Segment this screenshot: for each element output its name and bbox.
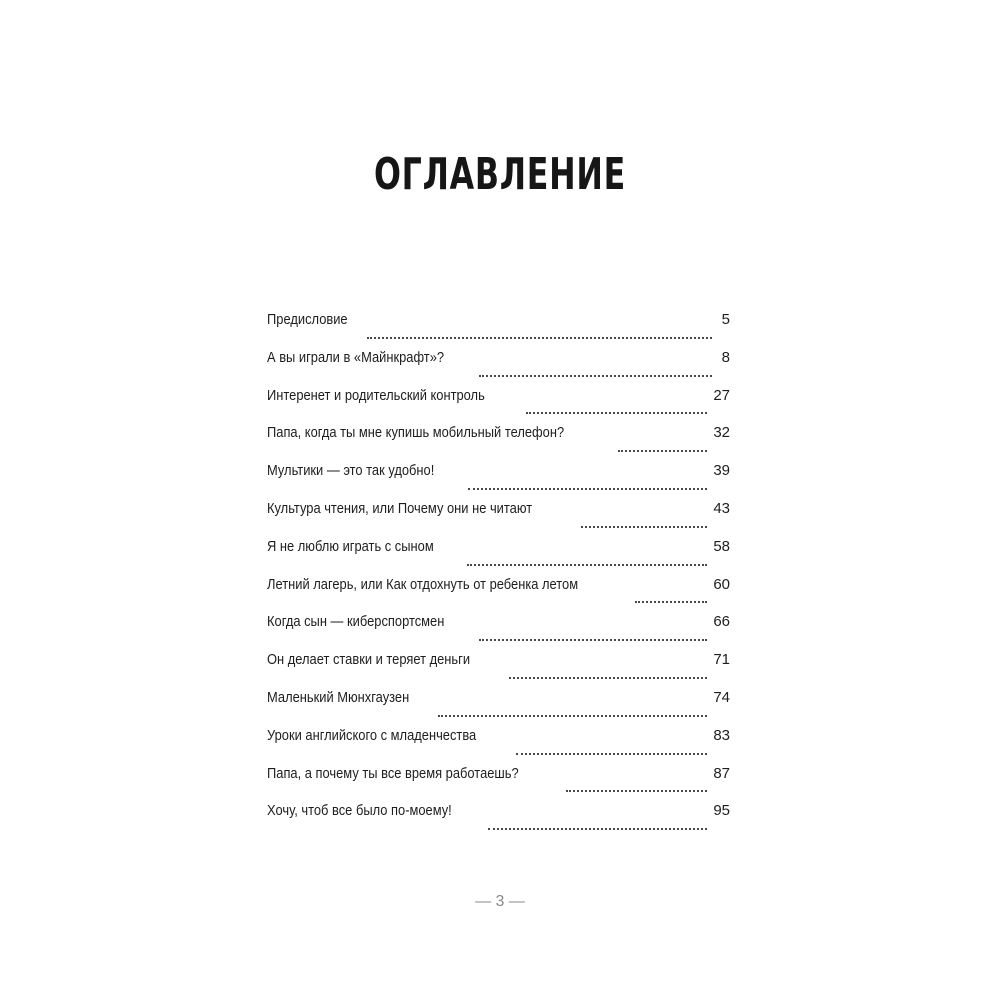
toc-entry-page: 27: [713, 386, 730, 404]
toc-entry-page: 60: [713, 575, 730, 593]
toc-entry: [267, 727, 730, 765]
dot-leader: [618, 450, 707, 452]
toc-entry-page: 39: [713, 462, 730, 480]
page-title: ОГЛАВЛЕНИЕ: [374, 149, 626, 201]
toc-entry: [267, 424, 730, 462]
toc-entry-page: 83: [713, 726, 730, 744]
toc-entry-title: Мультики — это так удобно!: [267, 462, 435, 480]
dot-leader: [438, 715, 707, 717]
toc-entry: [267, 576, 730, 614]
toc-entry-title: Папа, а почему ты все время работаешь?: [267, 764, 519, 782]
toc-entry-title: Когда сын — киберспортсмен: [267, 613, 445, 631]
page-number: — 3 —: [475, 893, 525, 910]
dot-leader: [526, 412, 707, 414]
toc-entry-page: 66: [713, 613, 730, 631]
toc-entry-title: Я не люблю играть с сыном: [267, 537, 434, 555]
toc-entry-title: Культура чтения, или Почему они не читают: [267, 499, 533, 517]
toc-entry-page: 43: [713, 499, 730, 517]
toc-entry-page: 87: [713, 764, 730, 782]
dot-leader: [367, 337, 712, 339]
toc-entry: [267, 462, 730, 500]
table-of-contents: [267, 311, 730, 840]
dot-leader: [467, 564, 707, 566]
toc-entry-title: Папа, когда ты мне купишь мобильный телефон?: [267, 424, 565, 442]
dot-leader: [635, 601, 708, 603]
toc-entry: [267, 387, 730, 425]
toc-entry-page: 95: [713, 802, 730, 820]
toc-entry-page: 71: [713, 651, 730, 669]
toc-entry: [267, 651, 730, 689]
dot-leader: [509, 677, 707, 679]
toc-entry: [267, 538, 730, 576]
dot-leader: [468, 488, 708, 490]
toc-entry-page: 5: [721, 311, 730, 328]
toc-entry-page: 58: [713, 537, 730, 555]
dot-leader: [581, 526, 707, 528]
toc-entry-page: 8: [721, 348, 730, 366]
toc-entry-title: Хочу, чтоб все было по-моему!: [267, 802, 452, 820]
toc-entry: [267, 802, 730, 840]
toc-entry-title: Интеренет и родительский контроль: [267, 386, 485, 404]
dot-leader: [488, 828, 707, 830]
dot-leader: [479, 639, 707, 641]
toc-entry-title: А вы играли в «Майнкрафт»?: [267, 348, 445, 366]
toc-entry-title: Уроки английского с младенчества: [267, 726, 477, 744]
dot-leader: [479, 375, 712, 377]
toc-entry-page: 74: [713, 688, 730, 706]
toc-entry-title: Предисловие: [267, 311, 348, 328]
toc-entry: [267, 349, 730, 387]
toc-entry-title: Летний лагерь, или Как отдохнуть от ребенка летом: [267, 575, 579, 593]
toc-entry-page: 32: [713, 424, 730, 442]
dot-leader: [516, 753, 707, 755]
toc-entry: [267, 689, 730, 727]
toc-entry-title: Маленький Мюнхгаузен: [267, 688, 410, 706]
toc-entry-title: Он делает ставки и теряет деньги: [267, 651, 471, 669]
toc-entry: [267, 765, 730, 803]
dot-leader: [566, 790, 708, 792]
toc-entry: [267, 311, 730, 349]
toc-entry: [267, 613, 730, 651]
toc-entry: [267, 500, 730, 538]
